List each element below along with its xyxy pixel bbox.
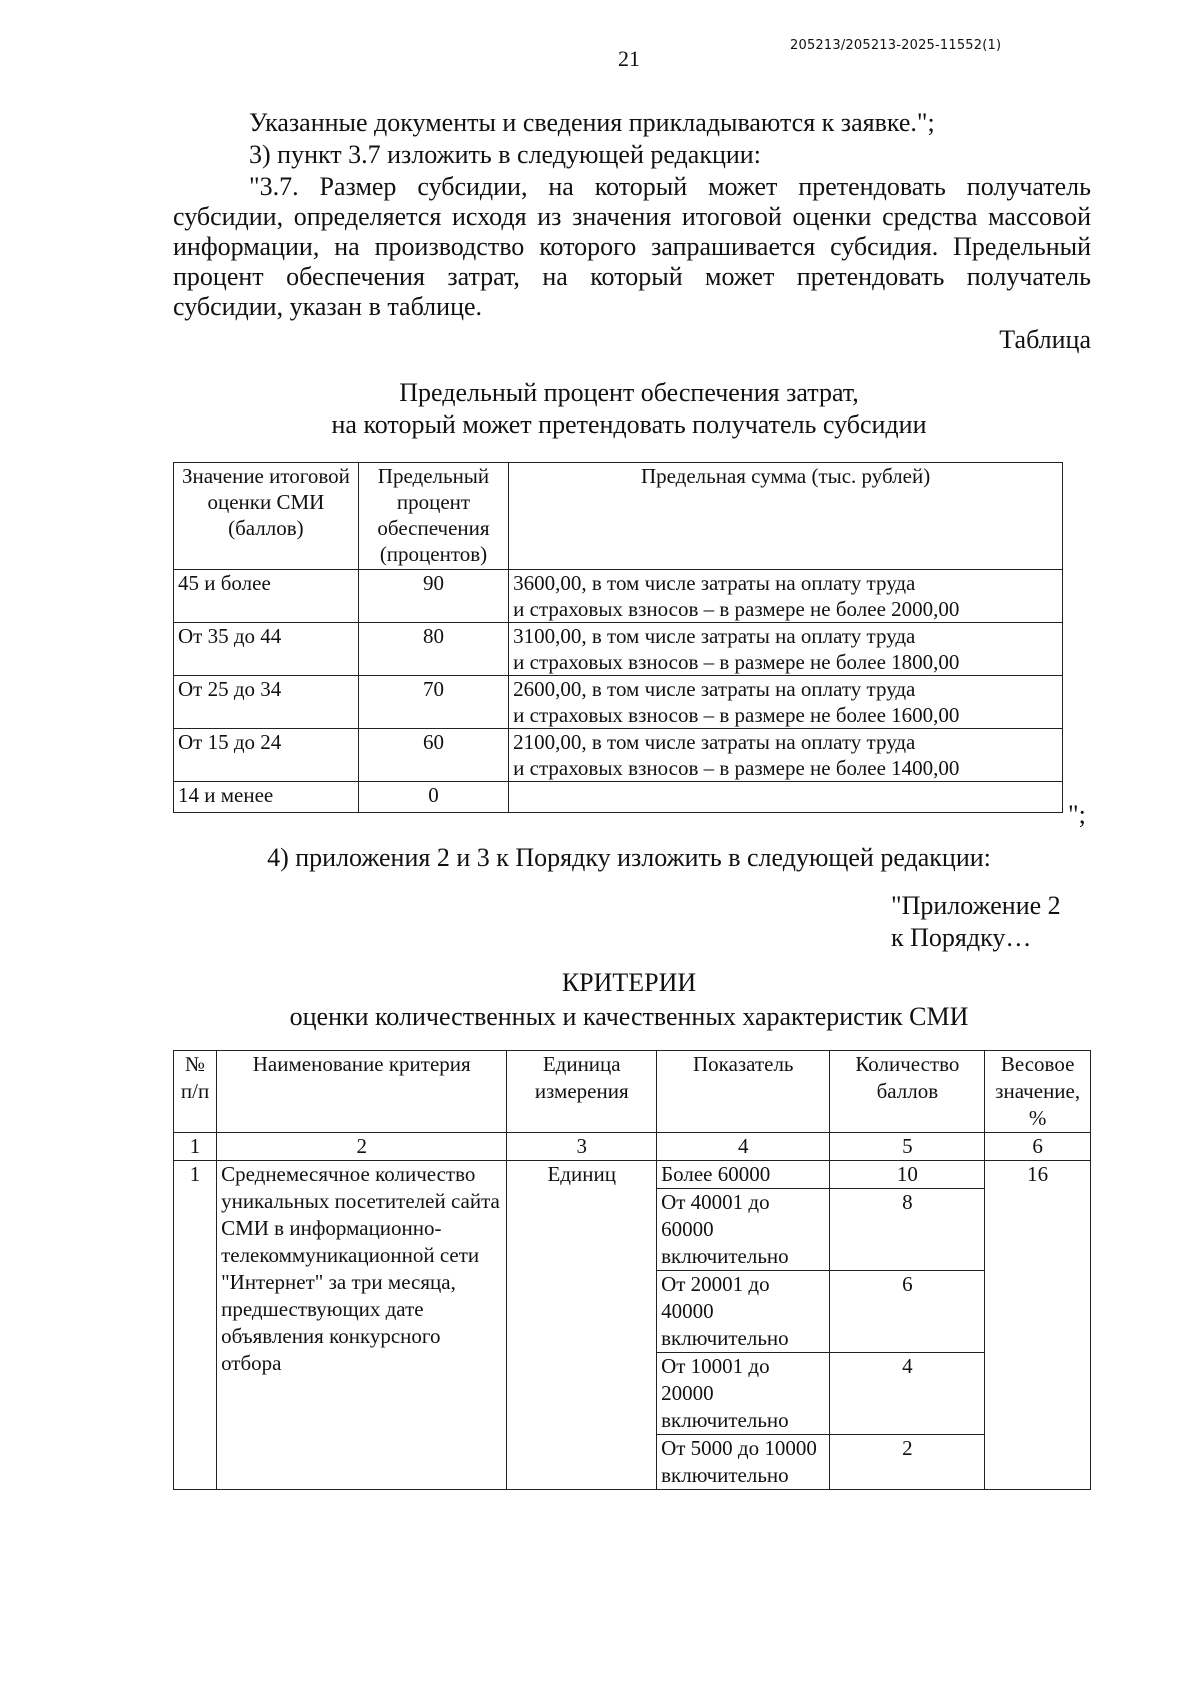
cell-sum-line2: и страховых взносов – в размере не более 1800,00 — [513, 650, 960, 674]
cell-points: 10 — [830, 1161, 985, 1189]
cell-sum-line1: 2100,00, в том числе затраты на оплату труда — [513, 730, 916, 754]
cell-score: 14 и менее — [174, 782, 359, 813]
header-points: Количество баллов — [830, 1051, 985, 1133]
cell-indicator: Более 60000 — [657, 1161, 830, 1189]
appendix-line2: к Порядку… — [891, 923, 1032, 952]
table-row — [174, 729, 1063, 782]
header-percent: Предельный процент обеспечения (процентов) — [358, 463, 508, 570]
cell-percent: 80 — [358, 623, 508, 676]
closing-quote: "; — [1068, 800, 1086, 829]
table-row — [174, 623, 1063, 676]
header-score: Значение итоговой оценки СМИ (баллов) — [174, 463, 359, 570]
cell-sum-line1: 3100,00, в том числе затраты на оплату труда — [513, 624, 916, 648]
header-unit: Единица измерения — [507, 1051, 657, 1133]
appendix-heading — [891, 890, 1061, 954]
cell-score: От 35 до 44 — [174, 623, 359, 676]
cell-sum-line1: 2600,00, в том числе затраты на оплату труда — [513, 677, 916, 701]
column-number: 6 — [985, 1133, 1091, 1161]
cell-score: 45 и более — [174, 570, 359, 623]
cell-sum-line2: и страховых взносов – в размере не более 1600,00 — [513, 703, 960, 727]
cell-score: От 15 до 24 — [174, 729, 359, 782]
header-weight: Весовое значение, % — [985, 1051, 1091, 1133]
table-row — [174, 676, 1063, 729]
cell-no: 1 — [174, 1161, 217, 1490]
header-name: Наименование критерия — [217, 1051, 507, 1133]
cell-indicator: От 40001 до 60000 включительно — [657, 1189, 830, 1271]
cell-unit: Единиц — [507, 1161, 657, 1490]
table-label: Таблица — [999, 325, 1091, 354]
table-header-row — [174, 463, 1063, 570]
cell-points: 2 — [830, 1435, 985, 1490]
column-number: 4 — [657, 1133, 830, 1161]
appendix-line1: "Приложение 2 — [891, 891, 1061, 920]
paragraph-clause-3-7-intro: 3) пункт 3.7 изложить в следующей редакции: — [249, 140, 761, 169]
criteria-table — [173, 1050, 1091, 1490]
cell-percent: 0 — [358, 782, 508, 813]
paragraph-appendices: 4) приложения 2 и 3 к Порядку изложить в следующей редакции: — [267, 843, 991, 872]
paragraph-clause-3-7: "3.7. Размер субсидии, на который может претендовать получатель субсидии, определяется исходя из значения итоговой оценки средства массовой информации, на производство которого запрашивается субсидия. Предельный процент обеспечения затрат, на который может претендовать получатель субсидии, указан в таблице. — [173, 172, 1091, 321]
cell-weight: 16 — [985, 1161, 1091, 1490]
header-no: № п/п — [174, 1051, 217, 1133]
cell-percent: 70 — [358, 676, 508, 729]
column-number-row — [174, 1133, 1091, 1161]
cell-score: От 25 до 34 — [174, 676, 359, 729]
cell-sum-line1: 3600,00, в том числе затраты на оплату труда — [513, 571, 916, 595]
cell-indicator: От 5000 до 10000 включительно — [657, 1435, 830, 1490]
column-number: 3 — [507, 1133, 657, 1161]
cell-sum-line2: и страховых взносов – в размере не более 1400,00 — [513, 756, 960, 780]
criteria-subtitle: оценки количественных и качественных характеристик СМИ — [289, 1002, 969, 1031]
table-row — [174, 782, 1063, 813]
cell-points: 4 — [830, 1353, 985, 1435]
table1-title-line2: на который может претендовать получатель субсидии — [331, 410, 927, 439]
cell-sum-line2: и страховых взносов – в размере не более 2000,00 — [513, 597, 960, 621]
table-row — [174, 570, 1063, 623]
page-number: 21 — [618, 46, 640, 71]
column-number: 2 — [217, 1133, 507, 1161]
cell-indicator: От 10001 до 20000 включительно — [657, 1353, 830, 1435]
table1-title-line1: Предельный процент обеспечения затрат, — [399, 378, 859, 407]
cell-sum — [509, 782, 1063, 813]
document-code: 205213/205213-2025-11552(1) — [790, 38, 1002, 53]
cell-percent: 90 — [358, 570, 508, 623]
criteria-title: КРИТЕРИИ — [561, 968, 697, 997]
cell-sum — [509, 570, 1063, 623]
table-header-row — [174, 1051, 1091, 1133]
subsidy-limit-table — [173, 462, 1063, 813]
header-sum: Предельная сумма (тыс. рублей) — [509, 463, 1063, 570]
cell-sum — [509, 623, 1063, 676]
column-number: 5 — [830, 1133, 985, 1161]
header-indicator: Показатель — [657, 1051, 830, 1133]
column-number: 1 — [174, 1133, 217, 1161]
paragraph-documents-attached: Указанные документы и сведения прикладываются к заявке."; — [249, 108, 935, 137]
cell-sum — [509, 676, 1063, 729]
cell-indicator: От 20001 до 40000 включительно — [657, 1271, 830, 1353]
cell-sum — [509, 729, 1063, 782]
cell-points: 8 — [830, 1189, 985, 1271]
table-row — [174, 1161, 1091, 1189]
cell-points: 6 — [830, 1271, 985, 1353]
cell-percent: 60 — [358, 729, 508, 782]
cell-criterion-name: Среднемесячное количество уникальных посетителей сайта СМИ в информационно-телекоммуникационной сети "Интернет" за три месяца, предшествующих дате объявления конкурсного отбора — [217, 1161, 507, 1490]
